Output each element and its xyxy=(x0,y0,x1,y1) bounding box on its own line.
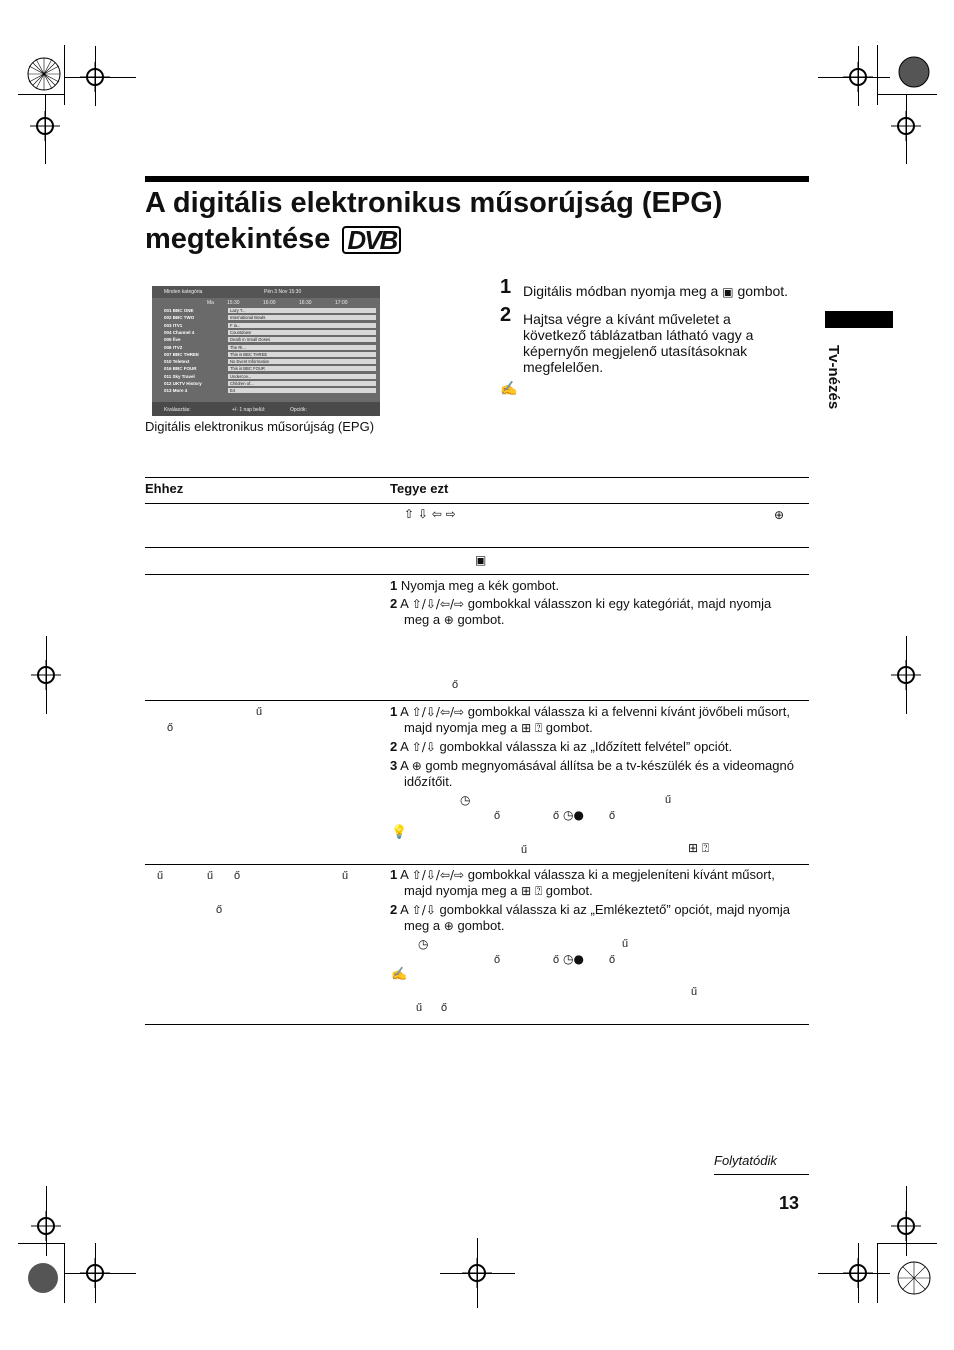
epg-channel: 001 BBC ONE xyxy=(164,308,194,313)
epg-row xyxy=(164,381,376,387)
stray-char: ű xyxy=(342,870,349,882)
clock-icon: ◷ xyxy=(460,793,471,807)
stray-char: ő xyxy=(609,954,616,966)
step-text: A xyxy=(400,867,409,882)
arrow-buttons-icon: ⇧ ⇩ ⇦ ⇨ xyxy=(404,507,456,521)
step-text: A xyxy=(400,902,409,917)
step-number: 2 xyxy=(390,596,398,611)
epg-channel: 013 More 4 xyxy=(164,388,188,394)
epg-programme-title: This is BBC THREE xyxy=(230,351,268,357)
tip-icon: 💡 xyxy=(391,824,408,839)
crosshair-icon xyxy=(896,54,932,90)
step-text: gombot. xyxy=(457,612,505,627)
epg-row xyxy=(164,374,376,380)
epg-programme xyxy=(228,330,376,335)
stray-char: ű xyxy=(665,794,672,806)
row4-step-2 xyxy=(390,739,800,755)
epg-header-category: Minden kategória xyxy=(164,289,203,295)
epg-time: 16:30 xyxy=(299,300,312,306)
stray-char: ű xyxy=(521,844,528,856)
table-row-divider xyxy=(145,547,809,548)
epg-programme-title: Lazy T... xyxy=(230,308,246,313)
epg-programme xyxy=(228,315,376,320)
stray-char: ű xyxy=(622,938,629,950)
epg-times xyxy=(207,300,377,306)
stray-char: ű xyxy=(416,1002,423,1014)
continues-label: Folytatódik xyxy=(714,1153,777,1168)
step-text: gombot. xyxy=(545,883,593,898)
arrow-buttons-icon: ⇧/⇩ xyxy=(411,903,436,917)
table-top-border xyxy=(145,477,809,478)
step-number: 2 xyxy=(390,739,398,754)
row5-steps xyxy=(390,867,800,934)
clock-icon: ◷ xyxy=(418,937,429,951)
title-line-1: A digitális elektronikus műsorújság (EPG) xyxy=(145,187,723,219)
row4-step-1 xyxy=(390,704,800,736)
epg-programme-title: Undercov... xyxy=(230,373,252,379)
step-text: gombokkal válasszon ki egy kategóriát, majd nyomja meg a xyxy=(404,596,772,627)
epg-programme-title: F ia... xyxy=(230,322,241,328)
epg-programme xyxy=(228,374,376,379)
arrow-buttons-icon: ⇧/⇩/⇦/⇨ xyxy=(411,597,465,611)
options-button-icon: ⊞ ⍰ xyxy=(688,841,710,855)
title-line-2 xyxy=(145,221,809,257)
epg-programme-title: No Event Information xyxy=(230,359,270,365)
epg-footer-item: Opciók: xyxy=(290,407,307,413)
row3-step-1 xyxy=(390,578,800,594)
target-icon xyxy=(891,1211,921,1241)
epg-channel: 006 ITV2 xyxy=(164,344,183,350)
epg-row xyxy=(164,323,376,329)
epg-row xyxy=(164,330,376,336)
row5-step-2 xyxy=(390,902,800,934)
row4-steps xyxy=(390,704,800,790)
epg-footer-item: +/- 1 nap belül: xyxy=(232,407,266,413)
title-line-2-text: megtekintése xyxy=(145,223,331,255)
epg-time: 17:00 xyxy=(335,300,348,306)
epg-programme-title: The Ri... xyxy=(230,344,246,350)
stray-char: ő xyxy=(441,1002,448,1014)
row4-step-3 xyxy=(390,758,800,790)
epg-programme-title: International Bowls xyxy=(230,315,266,321)
epg-programme xyxy=(228,381,376,386)
epg-programme-title: E4 xyxy=(230,388,236,394)
epg-time: 15:30 xyxy=(227,300,240,306)
row5-step-1 xyxy=(390,867,800,899)
epg-programme xyxy=(228,337,376,342)
epg-channel: 010 Teletext xyxy=(164,359,190,365)
epg-channel: 002 BBC TWO xyxy=(164,315,195,321)
dvb-logo: DVB xyxy=(342,226,401,254)
epg-time: 16:00 xyxy=(263,300,276,306)
stray-char: ő xyxy=(167,722,174,734)
epg-header xyxy=(152,286,380,298)
step-number: 2 xyxy=(390,902,398,917)
epg-channel: 005 five xyxy=(164,337,181,343)
step-1-number: 1 xyxy=(500,276,512,298)
table-row-divider xyxy=(145,574,809,575)
epg-row xyxy=(164,337,376,343)
epg-programme-title: This is BBC FOUR xyxy=(230,366,265,372)
stray-char: ű xyxy=(691,986,698,998)
epg-programme xyxy=(228,345,376,350)
epg-channel: 007 BBC THREE xyxy=(164,351,200,357)
stray-char: ő xyxy=(609,810,616,822)
step-1-text xyxy=(523,283,813,300)
epg-footer-item: Kiválasztás: xyxy=(164,407,191,413)
epg-programme xyxy=(228,308,376,313)
arrow-buttons-icon: ⇧/⇩ xyxy=(411,740,436,754)
side-section-label-text: Tv-nézés xyxy=(825,345,842,410)
stray-char: ő xyxy=(553,954,560,966)
enter-button-icon: ⊕ xyxy=(443,919,454,933)
step-number: 1 xyxy=(390,704,398,719)
epg-row xyxy=(164,352,376,358)
page-title xyxy=(145,185,809,257)
epg-channel: 016 BBC FOUR xyxy=(164,366,197,372)
step-number: 1 xyxy=(390,867,398,882)
options-button-icon: ⊞ ⍰ xyxy=(521,721,543,735)
step-text: gombokkal válassza ki a megjeleníteni kívánt műsort, majd nyomja meg a xyxy=(404,867,775,898)
stray-char: ű xyxy=(157,870,164,882)
step-2-text: Hajtsa végre a kívánt műveletet a következő táblázatban látható vagy a képernyőn megjelenő utasításoknak megfelelően. xyxy=(523,311,754,375)
record-clock-icon: ◷● xyxy=(563,952,584,966)
step-1-text-before: Digitális módban nyomja meg a xyxy=(523,283,719,299)
step-text: A xyxy=(400,596,409,611)
continues-underline xyxy=(714,1174,809,1175)
epg-programme-title: Children of... xyxy=(230,381,254,386)
table-header-tegye-ezt: Tegye ezt xyxy=(390,481,449,496)
step-number: 1 xyxy=(390,578,398,593)
epg-header-date: Pén 3 Nov 15:30 xyxy=(264,289,302,295)
note-pencil-icon: ✍ xyxy=(391,966,408,981)
target-icon xyxy=(31,1211,61,1241)
epg-programme xyxy=(228,359,376,364)
stray-char: ő xyxy=(234,870,241,882)
epg-programme-title: Countdown xyxy=(230,329,252,335)
epg-footer xyxy=(152,402,380,416)
step-text: gombot. xyxy=(545,720,593,735)
epg-time: Ma xyxy=(207,300,214,306)
note-pencil-icon: ✍ xyxy=(500,380,518,396)
step-text: gombokkal válassza ki az „Emlékeztető” opciót, majd nyomja meg a xyxy=(404,902,790,933)
epg-row xyxy=(164,345,376,351)
epg-channel: 004 Channel 4 xyxy=(164,329,195,335)
crosshair-icon xyxy=(25,1260,61,1296)
side-tab-marker xyxy=(825,311,893,328)
epg-programme xyxy=(228,366,376,371)
epg-row xyxy=(164,388,376,394)
stray-char: ő xyxy=(494,810,501,822)
table-row-divider xyxy=(145,503,809,504)
step-2-number: 2 xyxy=(500,304,512,326)
stray-char: ő xyxy=(452,679,459,691)
step-number: 3 xyxy=(390,758,398,773)
epg-programme xyxy=(228,323,376,328)
options-button-icon: ⊞ ⍰ xyxy=(521,884,543,898)
enter-button-icon: ⊕ xyxy=(774,508,785,522)
stray-char: ű xyxy=(207,870,214,882)
epg-programme xyxy=(228,352,376,357)
step-1-text-after: gombot. xyxy=(737,283,789,299)
epg-row xyxy=(164,366,376,372)
step-text: gombot. xyxy=(457,918,505,933)
epg-channel: 011 Sky Travel xyxy=(164,373,195,379)
step-text: A xyxy=(400,704,409,719)
enter-button-icon: ⊕ xyxy=(443,613,454,627)
epg-programme xyxy=(228,388,376,393)
table-row-divider xyxy=(145,864,809,865)
step-text: A xyxy=(400,758,409,773)
epg-channel: 012 UKTV History xyxy=(164,381,202,386)
epg-channel: 003 ITV1 xyxy=(164,322,183,328)
row3-step-2 xyxy=(390,596,800,628)
step-text: A xyxy=(400,739,409,754)
epg-screenshot xyxy=(152,286,380,416)
enter-button-icon: ⊕ xyxy=(411,759,422,773)
epg-programme-title: Death in Small Doses xyxy=(230,337,271,343)
arrow-buttons-icon: ⇧/⇩/⇦/⇨ xyxy=(411,705,465,719)
stray-char: ő xyxy=(216,904,223,916)
step-text: gomb megnyomásával állítsa be a tv-készülék és a videomagnó időzítőit. xyxy=(404,758,794,789)
title-bar xyxy=(145,176,809,182)
step-text: gombokkal válassza ki a felvenni kívánt jövőbeli műsort, majd nyomja meg a xyxy=(404,704,790,735)
epg-row xyxy=(164,359,376,365)
step-text: Nyomja meg a kék gombot. xyxy=(400,578,560,593)
step-text: gombokkal válassza ki az „Időzített felvétel” opciót. xyxy=(439,739,733,754)
row3-steps xyxy=(390,578,800,628)
page-number: 13 xyxy=(779,1193,800,1213)
table-header-ehhez: Ehhez xyxy=(145,481,184,496)
stray-char: ő xyxy=(553,810,560,822)
epg-row xyxy=(164,315,376,321)
stray-char: ő xyxy=(494,954,501,966)
side-section-label xyxy=(820,345,850,425)
guide-button-icon: ▣ xyxy=(722,285,734,299)
crosshair-icon xyxy=(26,56,62,92)
table-row-divider xyxy=(145,700,809,701)
record-clock-icon: ◷● xyxy=(563,808,584,822)
arrow-buttons-icon: ⇧/⇩/⇦/⇨ xyxy=(411,868,465,882)
stray-char: ű xyxy=(256,706,263,718)
epg-caption: Digitális elektronikus műsorújság (EPG) xyxy=(145,419,375,434)
crosshair-icon xyxy=(896,1260,932,1296)
epg-row xyxy=(164,308,376,314)
table-bottom-border xyxy=(145,1024,809,1025)
guide-button-icon: ▣ xyxy=(475,553,487,567)
